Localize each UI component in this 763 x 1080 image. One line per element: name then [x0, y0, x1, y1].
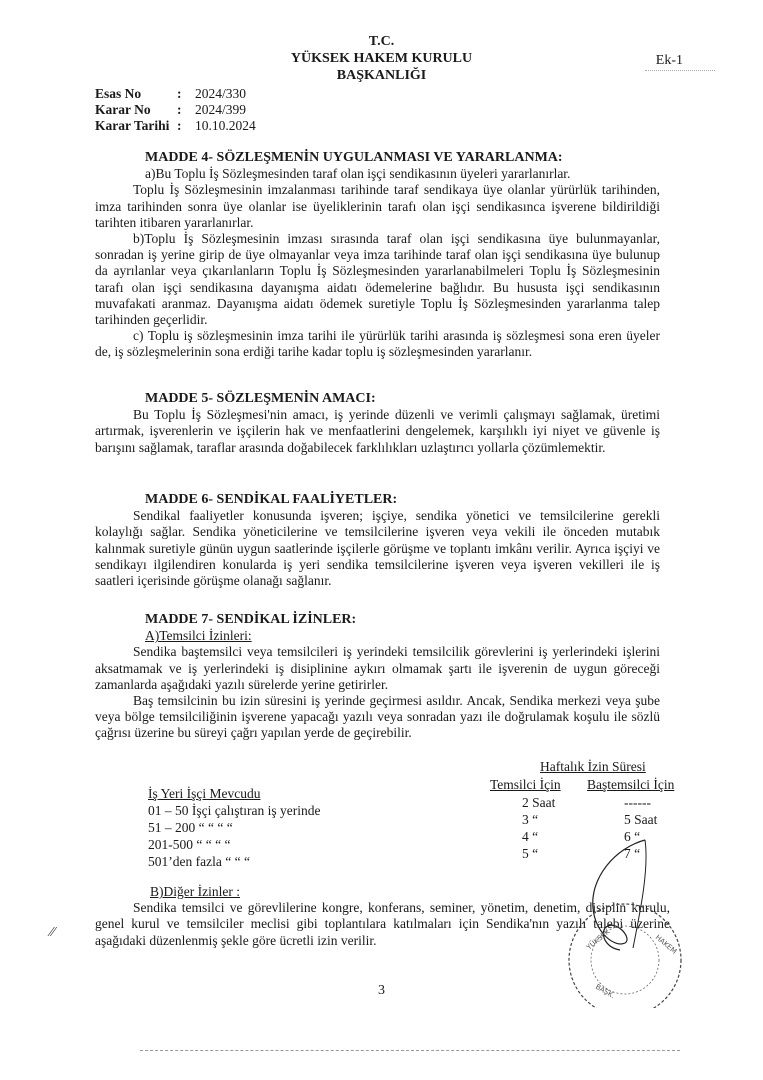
- article-4-title: MADDE 4- SÖZLEŞMENİN UYGULANMASI VE YARARLANMA:: [145, 150, 563, 165]
- table-cell: 5 Saat: [624, 812, 658, 827]
- article-6: [95, 492, 660, 589]
- article-7: [95, 612, 660, 742]
- article-4: [95, 150, 660, 361]
- table-cell: 501’den fazla “ “ “: [148, 854, 250, 869]
- article-7-subheading-b: B)Diğer İzinler :: [150, 884, 240, 899]
- article-5: [95, 391, 660, 456]
- meta-key: Karar Tarihi: [95, 118, 170, 133]
- meta-value: 2024/330: [195, 86, 247, 101]
- svg-text:YÜKSEK: YÜKSEK: [585, 927, 612, 952]
- table-cell: 201-500 “ “ “ “: [148, 837, 231, 852]
- article-4-para-c: c) Toplu iş sözleşmesinin imza tarihi ile yürürlük tarihi arasında iş sözleşmesi sona eren üyeler de, iş sözleşmelerinin sona erdiği tarihe kadar toplu iş sözleşmesinden yararlanır.: [95, 328, 660, 360]
- svg-text:HAKEM: HAKEM: [653, 933, 679, 956]
- article-4-para-b: b)Toplu İş Sözleşmesinin imzası sırasında taraf olan işçi sendikasına üye bulunmayanlar, sonradan iş yerine girip de üye olmayanlar veya imza tarihinde taraf olan işçi sendikasına üye bulunup da ayrılanlar veya çıkarılanların Toplu İş Sözleşmesinden yararlanabilmeleri Toplu İş Sözleşmesinin tarafı olan işçi sendikasına dayanışma aidatı ödemelerine bağlıdır. Bu hususta işçi sendikasının muvafakati aranmaz. Dayanışma aidatı ödemek suretiyle Toplu İş Sözleşmesinden yararlanma talep tarihinden geçerlidir.: [95, 231, 660, 328]
- page-number: 3: [378, 983, 385, 998]
- leave-table-group-header: Haftalık İzin Süresi: [540, 759, 646, 774]
- meta-colon: :: [177, 118, 182, 133]
- article-7-subheading-a: A)Temsilci İzinleri:: [145, 628, 252, 644]
- table-cell: 6 “: [624, 829, 641, 844]
- article-5-text: Bu Toplu İş Sözleşmesi'nin amacı, iş yerinde düzenli ve verimli çalışmayı sağlamak, üretimi artırmak, işverenlerin ve işçilerin hak ve menfaatlerini dengelemek, karşılıklı iyi niyet ve güvenle iş barışını sağlamak, taraflar arasında doğabilecek farklılıkları uzlaştırıcı yollarla çözümlemektir.: [95, 407, 660, 455]
- meta-value: 2024/399: [195, 102, 247, 117]
- footer-divider: [140, 1050, 680, 1051]
- meta-value: 10.10.2024: [195, 118, 256, 133]
- article-4-para-a2: Toplu İş Sözleşmesinin imzalanması tarihinde taraf sendikaya üye olanlar yürürlük tarihinden, imza tarihinden sonra üye olanlar ise üyeliklerinin tarafı olan işçi sendikasınca işverene bildirildiği tarihten itibaren yararlanırlar.: [95, 182, 660, 230]
- leave-table-col1-header: İş Yeri İşçi Mevcudu: [148, 786, 261, 801]
- table-cell: 2 Saat: [522, 795, 556, 810]
- meta-row: [95, 102, 256, 118]
- annex-divider: [645, 70, 715, 71]
- leave-table-col1: [148, 802, 320, 870]
- table-cell: ------: [624, 795, 651, 810]
- header-line-3: BAŞKANLIĞI: [336, 68, 427, 83]
- meta-key: Esas No: [95, 86, 142, 101]
- article-6-text: Sendikal faaliyetler konusunda işveren; işçiye, sendika yönetici ve temsilcilerine gerekli kolaylığı sağlar. Sendika yöneticilerine ve temsilcilerine işveren veya vekili ile önceden mutabık kalınmak suretiyle günün uygun saatlerinde işçilerle görüşme ve toplantı imkânı verilir. Ayrıca işçiyi ve sendikayı ilgilendiren konularda iş yeri sendika temsilcilerine işveren veya işveren vekilleri ile iş saatleri içerisinde görüşme olanağı sağlanır.: [95, 508, 660, 589]
- article-6-title: MADDE 6- SENDİKAL FAALİYETLER:: [145, 492, 398, 507]
- article-5-title: MADDE 5- SÖZLEŞMENİN AMACI:: [145, 391, 376, 406]
- article-7-b-text: Sendika temsilci ve görevlilerine kongre, konferans, seminer, yönetim, denetim, disiplin kurulu, genel kurul ve temsilciler meclisi gibi toplantılara katılmaları için Sendika'nın yazılı talebi üzerine aşağıdaki düzenlenmiş şekle göre ücretli izin verilir.: [95, 900, 670, 948]
- meta-row: [95, 118, 256, 134]
- article-7-para-2: Baş temsilcinin bu izin süresini iş yerinde geçirmesi asıldır. Ancak, Sendika merkezi veya şube veya bölge temsilciliğinin işverene yapacağı yazılı veya sonradan yazı ile doğrulamak koşulu ile sözlü çağrısı üzerine bu süreyi çağrı yapılan yerde de geçirebilir.: [95, 693, 660, 741]
- meta-colon: :: [177, 86, 182, 101]
- table-cell: 4 “: [522, 829, 539, 844]
- article-7-para-1: Sendika baştemsilci veya temsilcileri iş yerindeki temsilcilik görevlerini iş yerlerindeki işlerini aksatmamak ve iş yerlerindeki iş disiplinine aykırı olmamak şartı ile işverenin de uygun göreceği zamanlarda aşağıdaki yazılı sürelerde yerine getirirler.: [95, 644, 660, 692]
- leave-table-col2-header: Temsilci İçin: [490, 777, 561, 792]
- margin-mark: ⁄⁄: [50, 925, 55, 940]
- article-7-title: MADDE 7- SENDİKAL İZİNLER:: [145, 612, 357, 627]
- table-cell: 01 – 50 İşçi çalıştıran iş yerinde: [148, 803, 321, 818]
- header-line-2: YÜKSEK HAKEM KURULU: [290, 51, 473, 66]
- svg-text:BAŞK.: BAŞK.: [594, 982, 617, 1001]
- case-metadata: [95, 86, 256, 134]
- table-cell: 5 “: [522, 846, 539, 861]
- table-cell: 7 “: [624, 846, 641, 861]
- annex-label: Ek-1: [655, 53, 683, 68]
- meta-key: Karar No: [95, 102, 151, 117]
- table-cell: 3 “: [522, 812, 539, 827]
- header-line-1: T.C.: [368, 34, 395, 49]
- meta-colon: :: [177, 102, 182, 117]
- meta-row: [95, 86, 256, 102]
- article-4-para-a: a)Bu Toplu İş Sözleşmesinden taraf olan işçi sendikasının üyeleri yararlanırlar.: [145, 166, 571, 182]
- leave-table-col3-header: Baştemsilci İçin: [587, 777, 675, 792]
- table-cell: 51 – 200 “ “ “ “: [148, 820, 233, 835]
